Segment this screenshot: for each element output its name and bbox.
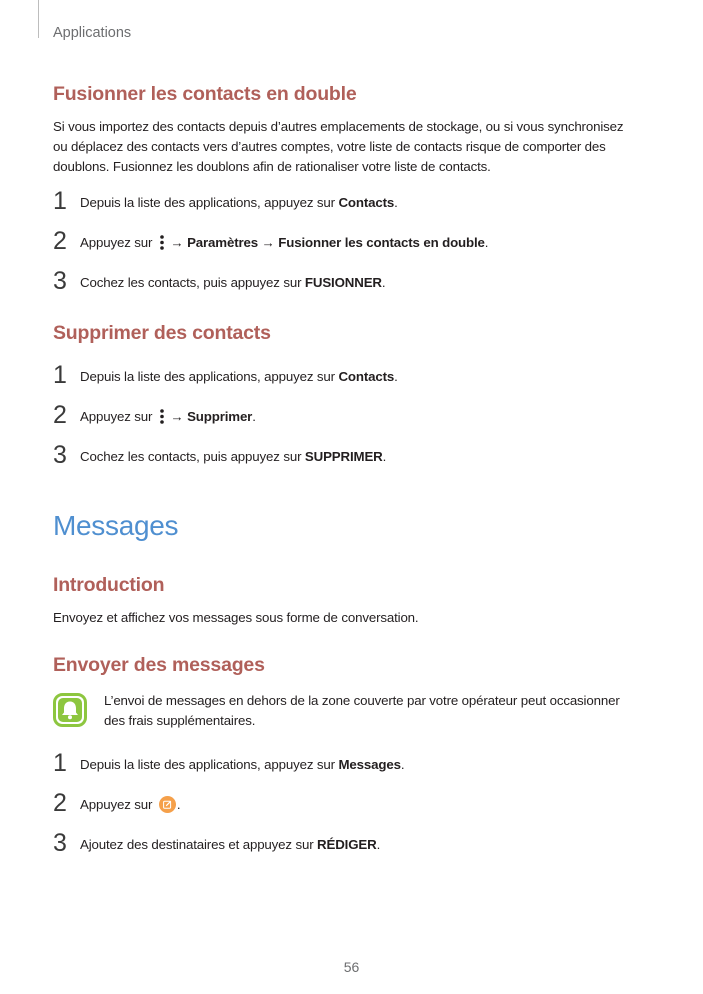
step-number: 1 [53,749,67,777]
header-divider [38,0,39,38]
note-line: L’envoi de messages en dehors de la zone couverte par votre opérateur peut occasionner [104,693,620,708]
more-options-icon [159,409,165,424]
merge-intro-line: ou déplacez des contacts vers d’autres comptes, votre liste de contacts risque de comporter des [53,139,606,154]
send-section-title: Envoyer des messages [53,654,265,676]
intro-heading-wrap [53,574,653,597]
note-text [104,691,644,731]
merge-step-3 [53,269,653,297]
delete-section-title: Supprimer des contacts [53,322,271,344]
step-number: 3 [53,829,67,857]
merge-section-title: Fusionner les contacts en double [53,83,357,105]
step-number: 1 [53,361,67,389]
intro-section-title: Introduction [53,574,165,596]
merge-step-1 [53,189,653,217]
step-text: Depuis la liste des applications, appuyez sur Contacts. [80,369,398,384]
step-text: Cochez les contacts, puis appuyez sur FUSIONNER. [80,275,386,290]
header-section-label: Applications [53,25,132,41]
step-number: 3 [53,441,67,469]
step-text: Depuis la liste des applications, appuyez sur Contacts. [80,195,398,210]
delete-section-heading-wrap [53,322,653,345]
step-text: Appuyez sur → Supprimer. [80,409,256,424]
bell-icon [53,693,87,727]
messages-chapter-title: Messages [53,510,179,541]
delete-step-1 [53,363,653,391]
merge-intro [53,117,653,177]
intro-text-wrap [53,608,653,628]
messages-step-3 [53,831,653,859]
merge-section-heading-wrap [53,83,653,106]
page-number: 56 [343,959,360,975]
step-number: 2 [53,401,67,429]
step-number: 2 [53,227,67,255]
step-text: Ajoutez des destinataires et appuyez sur RÉDIGER. [80,837,381,852]
step-number: 1 [53,187,67,215]
messages-step-2 [53,791,653,819]
send-heading-wrap [53,654,653,677]
compose-icon [159,796,176,813]
delete-step-2 [53,403,653,431]
step-text: Appuyez sur → Paramètres → Fusionner les contacts en double. [80,235,489,250]
more-options-icon [159,235,165,250]
merge-intro-line: Si vous importez des contacts depuis d’autres emplacements de stockage, ou si vous synchronisez [53,119,624,134]
messages-heading-wrap [53,510,653,542]
messages-step-1 [53,751,653,779]
intro-text: Envoyez et affichez vos messages sous forme de conversation. [53,610,419,625]
merge-intro-line: doublons. Fusionnez les doublons afin de rationaliser votre liste de contacts. [53,159,491,174]
step-text: Depuis la liste des applications, appuyez sur Messages. [80,757,405,772]
merge-step-2 [53,229,653,257]
delete-step-3 [53,443,653,471]
step-number: 2 [53,789,67,817]
step-text: Appuyez sur . [80,797,181,812]
note-line: des frais supplémentaires. [104,713,256,728]
step-number: 3 [53,267,67,295]
step-text: Cochez les contacts, puis appuyez sur SUPPRIMER. [80,449,387,464]
